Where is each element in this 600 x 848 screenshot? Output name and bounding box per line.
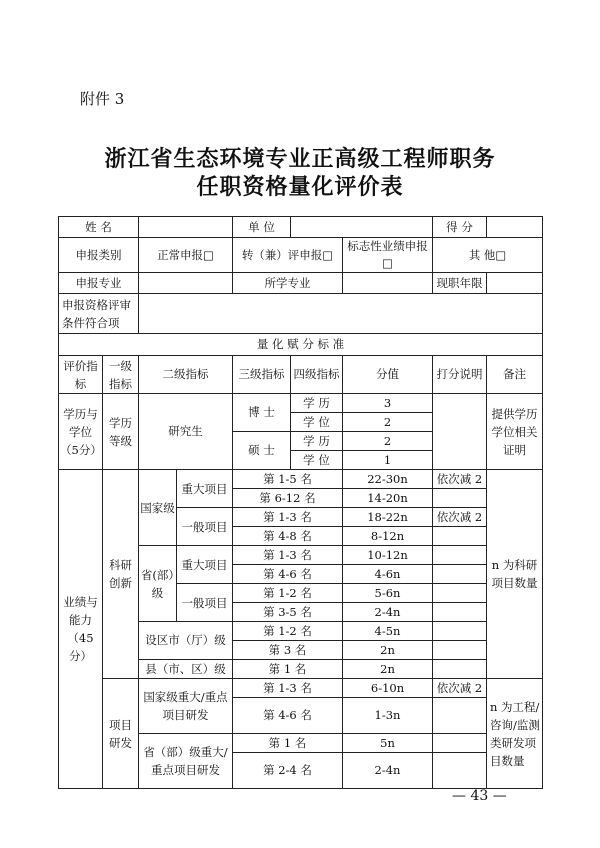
county-level: 县（市、区）级 — [139, 660, 233, 679]
rank-cell: 第 1-3 名 — [233, 679, 343, 698]
score-cell: 6-10n — [343, 679, 433, 698]
rank-cell: 第 1-2 名 — [233, 622, 343, 641]
project-level1: 项目研发 — [103, 679, 139, 789]
explain-cell — [433, 698, 487, 734]
edu-explain[interactable] — [433, 394, 487, 470]
research-level1: 科研创新 — [103, 470, 139, 679]
explain-cell — [433, 603, 487, 622]
score-cell: 5-6n — [343, 584, 433, 603]
qualify-value[interactable] — [139, 294, 543, 334]
score-cell: 8-12n — [343, 527, 433, 546]
score-cell: 18-22n — [343, 508, 433, 527]
project-national: 国家级重大/重点项目研发 — [139, 679, 233, 734]
apply-normal-checkbox[interactable]: 正常申报□ — [139, 238, 233, 273]
col-level2: 二级指标 — [139, 356, 233, 394]
explain-cell: 依次减 2 — [433, 679, 487, 698]
edu-level2: 研究生 — [139, 394, 233, 470]
col-note: 备注 — [487, 356, 543, 394]
rank-cell: 第 3 名 — [233, 641, 343, 660]
unit-value[interactable] — [291, 217, 433, 238]
explain-cell — [433, 584, 487, 603]
score-cell: 4-6n — [343, 565, 433, 584]
rank-cell: 第 6-12 名 — [233, 489, 343, 508]
perf-indicator: 业绩与能力（45分） — [59, 470, 103, 789]
edu-master-xueli: 学 历 — [291, 432, 343, 451]
explain-cell: 依次减 2 — [433, 508, 487, 527]
edu-master: 硕 士 — [233, 432, 291, 470]
edu-master-xuewei: 学 位 — [291, 451, 343, 470]
unit-label: 单 位 — [233, 217, 291, 238]
col-score: 分值 — [343, 356, 433, 394]
provincial-general: 一般项目 — [177, 584, 233, 622]
edu-indicator: 学历与学位（5分） — [59, 394, 103, 470]
evaluation-table — [58, 216, 543, 789]
section-title: 量 化 赋 分 标 准 — [59, 334, 543, 356]
edu-score-1: 3 — [343, 394, 433, 413]
edu-note: 提供学历学位相关证明 — [487, 394, 543, 470]
explain-cell — [433, 660, 487, 679]
explain-cell — [433, 734, 487, 753]
explain-cell: 依次减 2 — [433, 470, 487, 489]
national-major: 重大项目 — [177, 470, 233, 508]
score-cell: 2-4n — [343, 753, 433, 789]
apply-concurrent-checkbox[interactable]: 转（兼）评申报□ — [233, 238, 343, 273]
learned-major-label: 所学专业 — [233, 273, 343, 294]
national-general: 一般项目 — [177, 508, 233, 546]
apply-type-label: 申报类别 — [59, 238, 139, 273]
score-cell: 2n — [343, 660, 433, 679]
score-cell: 4-5n — [343, 622, 433, 641]
edu-doctor: 博 士 — [233, 394, 291, 432]
learned-major-value[interactable] — [343, 273, 433, 294]
page-number: — 43 — — [452, 788, 507, 804]
rank-cell: 第 1 名 — [233, 660, 343, 679]
edu-level1: 学历等级 — [103, 394, 139, 470]
city-level: 设区市（厅）级 — [139, 622, 233, 660]
project-provincial: 省（部）级重大/重点项目研发 — [139, 734, 233, 789]
score-cell: 1-3n — [343, 698, 433, 734]
name-label: 姓 名 — [59, 217, 139, 238]
col-explain: 打分说明 — [433, 356, 487, 394]
page-title-line2: 任职资格量化评价表 — [196, 174, 404, 200]
apply-landmark-checkbox[interactable]: 标志性业绩申报□ — [343, 238, 433, 273]
years-label: 现职年限 — [433, 273, 487, 294]
rank-cell: 第 4-8 名 — [233, 527, 343, 546]
project-note: n 为工程/咨询/监测类研发项目数量 — [487, 679, 543, 789]
provincial-level: 省(部）级 — [139, 546, 177, 622]
col-eval-indicator: 评价指标 — [59, 356, 103, 394]
score-cell: 2-4n — [343, 603, 433, 622]
edu-score-4: 1 — [343, 451, 433, 470]
qualify-label: 申报资格评审条件符合项 — [59, 294, 139, 334]
explain-cell — [433, 641, 487, 660]
explain-cell — [433, 622, 487, 641]
col-level1: 一级指标 — [103, 356, 139, 394]
score-value[interactable] — [487, 217, 543, 238]
rank-cell: 第 1 名 — [233, 734, 343, 753]
rank-cell: 第 4-6 名 — [233, 698, 343, 734]
edu-score-2: 2 — [343, 413, 433, 432]
major-value[interactable] — [139, 273, 233, 294]
explain-cell — [433, 489, 487, 508]
explain-cell — [433, 753, 487, 789]
rank-cell: 第 3-5 名 — [233, 603, 343, 622]
attachment-label: 附件 3 — [80, 90, 125, 108]
score-cell: 14-20n — [343, 489, 433, 508]
rank-cell: 第 1-2 名 — [233, 584, 343, 603]
explain-cell — [433, 527, 487, 546]
page-title-line1: 浙江省生态环境专业正高级工程师职务 — [104, 146, 496, 172]
edu-score-3: 2 — [343, 432, 433, 451]
col-level3: 三级指标 — [233, 356, 291, 394]
national-level: 国家级 — [139, 470, 177, 546]
rank-cell: 第 1-3 名 — [233, 546, 343, 565]
provincial-major: 重大项目 — [177, 546, 233, 584]
score-cell: 10-12n — [343, 546, 433, 565]
score-cell: 22-30n — [343, 470, 433, 489]
score-cell: 5n — [343, 734, 433, 753]
score-cell: 2n — [343, 641, 433, 660]
edu-doctor-xuewei: 学 位 — [291, 413, 343, 432]
rank-cell: 第 4-6 名 — [233, 565, 343, 584]
major-label: 申报专业 — [59, 273, 139, 294]
explain-cell — [433, 546, 487, 565]
rank-cell: 第 2-4 名 — [233, 753, 343, 789]
col-level4: 四级指标 — [291, 356, 343, 394]
edu-doctor-xueli: 学 历 — [291, 394, 343, 413]
score-label: 得 分 — [433, 217, 487, 238]
explain-cell — [433, 565, 487, 584]
years-value[interactable] — [487, 273, 543, 294]
name-value[interactable] — [139, 217, 233, 238]
research-note: n 为科研项目数量 — [487, 470, 543, 679]
rank-cell: 第 1-5 名 — [233, 470, 343, 489]
rank-cell: 第 1-3 名 — [233, 508, 343, 527]
apply-other-checkbox[interactable]: 其 他□ — [433, 238, 543, 273]
